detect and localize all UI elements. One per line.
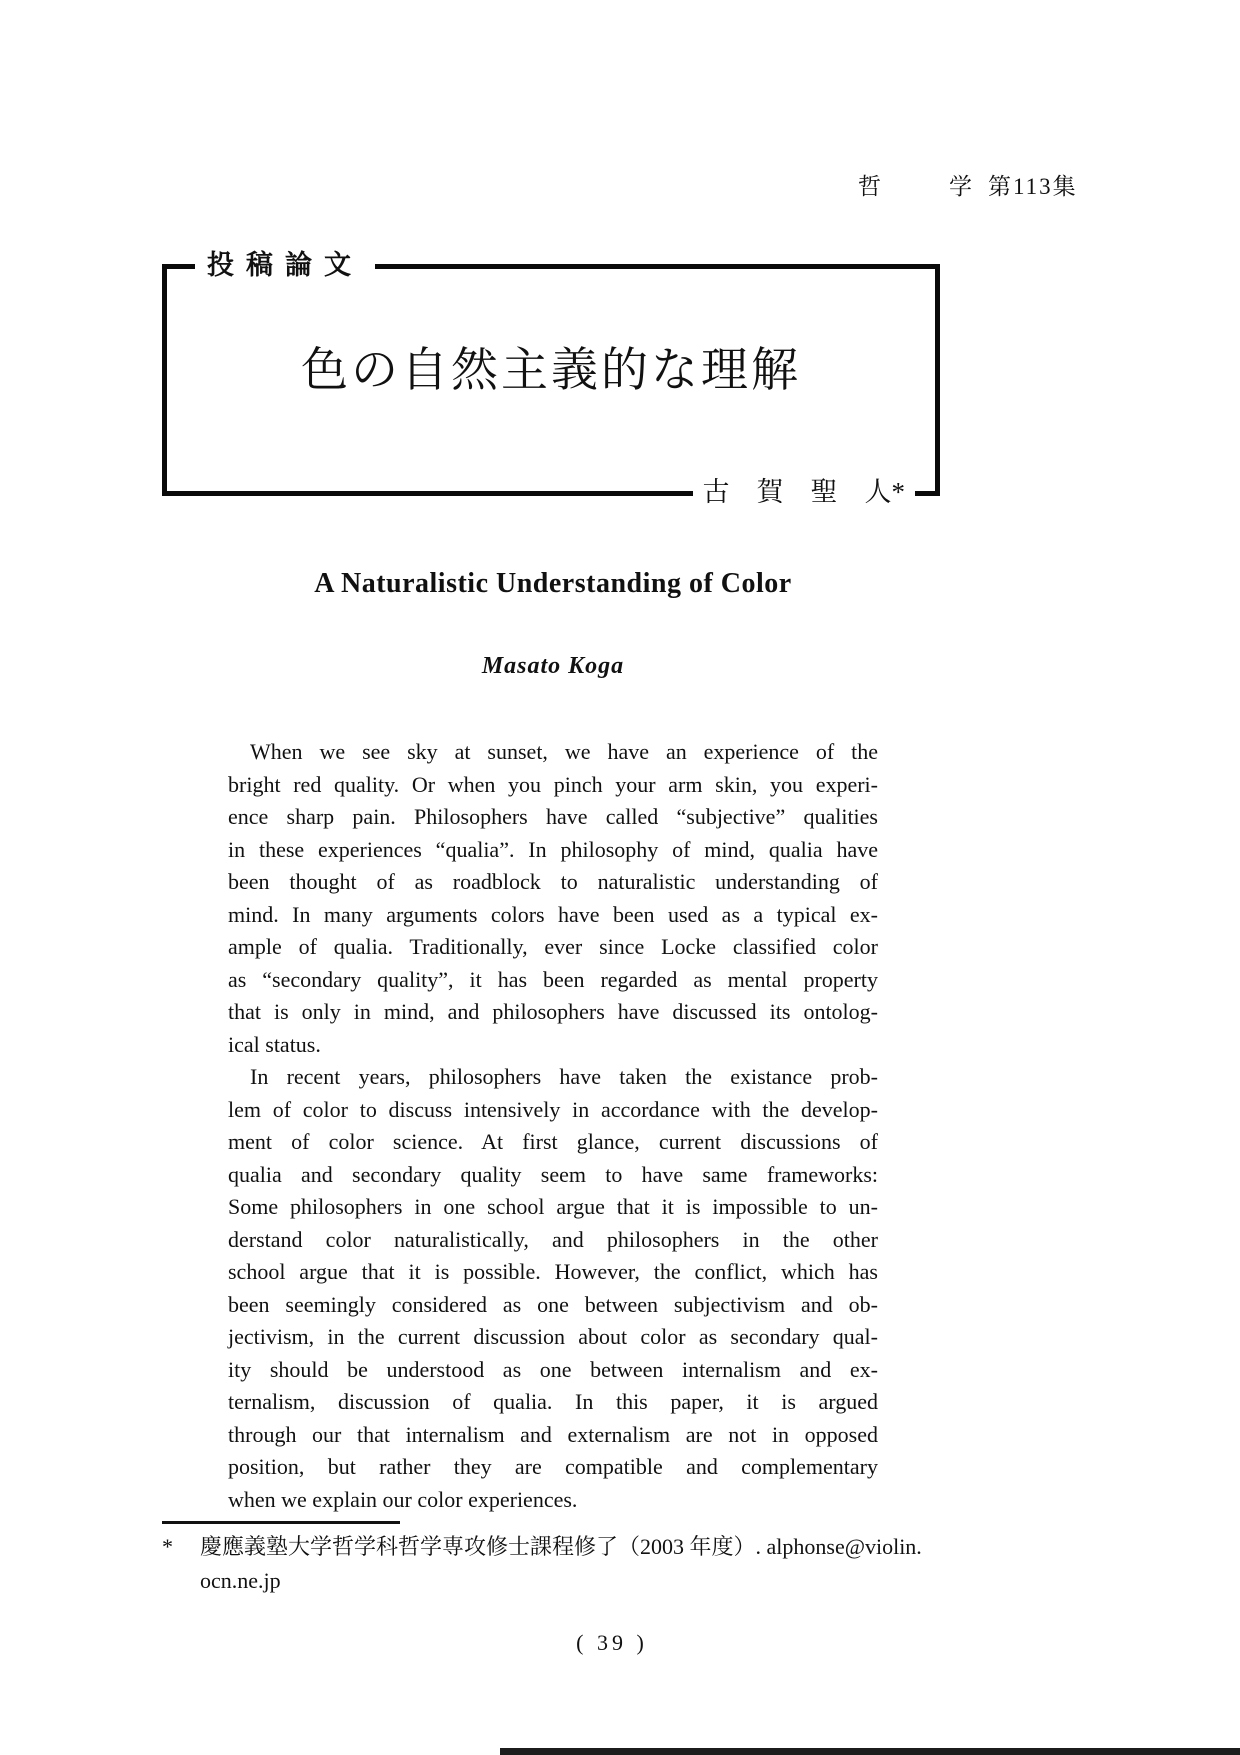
journal-name-part: 哲	[858, 174, 881, 199]
body-line: when we explain our color experiences.	[228, 1486, 578, 1512]
page-number: ( 39 )	[576, 1630, 648, 1655]
author-name-japanese: 古 賀 聖 人*	[693, 474, 916, 510]
footnote	[162, 1530, 1062, 1598]
body-line: ence sharp pain. Philosophers have called “subjective” qualities	[228, 804, 878, 829]
body-line: ity should be understood as one between internalism and ex-	[228, 1356, 878, 1382]
footnote-text: 慶應義塾大学哲学科哲学専攻修士課程修了（2003 年度）. alphonse@violin.	[200, 1534, 922, 1559]
body-line: through our that internalism and externalism are not in opposed	[228, 1421, 878, 1447]
body-line: lem of color to discuss intensively in accordance with the develop-	[228, 1096, 878, 1122]
body-line: derstand color naturalistically, and philosophers in the other	[228, 1226, 878, 1252]
body-line: In recent years, philosophers have taken the existance prob-	[250, 1064, 878, 1089]
article-title-english: A Naturalistic Understanding of Color	[314, 568, 792, 599]
footnote-divider	[162, 1521, 400, 1524]
body-line: been thought of as roadblock to naturalistic understanding of	[228, 869, 878, 894]
body-line: When we see sky at sunset, we have an experience of the	[250, 739, 878, 764]
footnote-marker: *	[162, 1534, 173, 1559]
body-line: ical status.	[228, 1031, 321, 1057]
paragraph	[228, 1061, 878, 1516]
body-line: bright red quality. Or when you pinch your arm skin, you experi-	[228, 771, 878, 797]
footnote-text-continued: ocn.ne.jp	[200, 1568, 281, 1593]
body-line: school argue that it is possible. However, the conflict, which has	[228, 1259, 878, 1284]
body-text	[228, 736, 878, 1516]
body-line: ample of qualia. Traditionally, ever since Locke classified color	[228, 934, 878, 959]
body-line: position, but rather they are compatible and complementary	[228, 1454, 878, 1479]
body-line: been seemingly considered as one between subjectivism and ob-	[228, 1291, 878, 1317]
scan-artifact-line	[500, 1748, 1240, 1755]
body-line: in these experiences “qualia”. In philosophy of mind, qualia have	[228, 836, 878, 862]
body-line: ternalism, discussion of qualia. In this paper, it is argued	[228, 1389, 878, 1414]
body-line: mind. In many arguments colors have been used as a typical ex-	[228, 901, 878, 927]
category-label: 投稿論文	[195, 247, 375, 283]
body-line: ment of color science. At first glance, current discussions of	[228, 1129, 878, 1154]
paragraph	[228, 736, 878, 1061]
body-line: qualia and secondary quality seem to have same frameworks:	[228, 1161, 878, 1187]
journal-header	[858, 168, 1078, 201]
article-title-japanese: 色の自然主義的な理解	[301, 345, 801, 397]
body-line: jectivism, in the current discussion about color as secondary qual-	[228, 1324, 878, 1349]
body-line: that is only in mind, and philosophers have discussed its ontolog-	[228, 999, 878, 1024]
journal-name-part: 学	[949, 174, 972, 199]
main-content-column	[228, 0, 878, 1755]
footnote-line	[162, 1530, 1062, 1564]
author-name-english: Masato Koga	[481, 653, 625, 679]
body-line: as “secondary quality”, it has been regarded as mental property	[228, 966, 878, 992]
body-line: Some philosophers in one school argue that it is impossible to un-	[228, 1194, 878, 1219]
journal-issue: 第113集	[988, 174, 1078, 199]
